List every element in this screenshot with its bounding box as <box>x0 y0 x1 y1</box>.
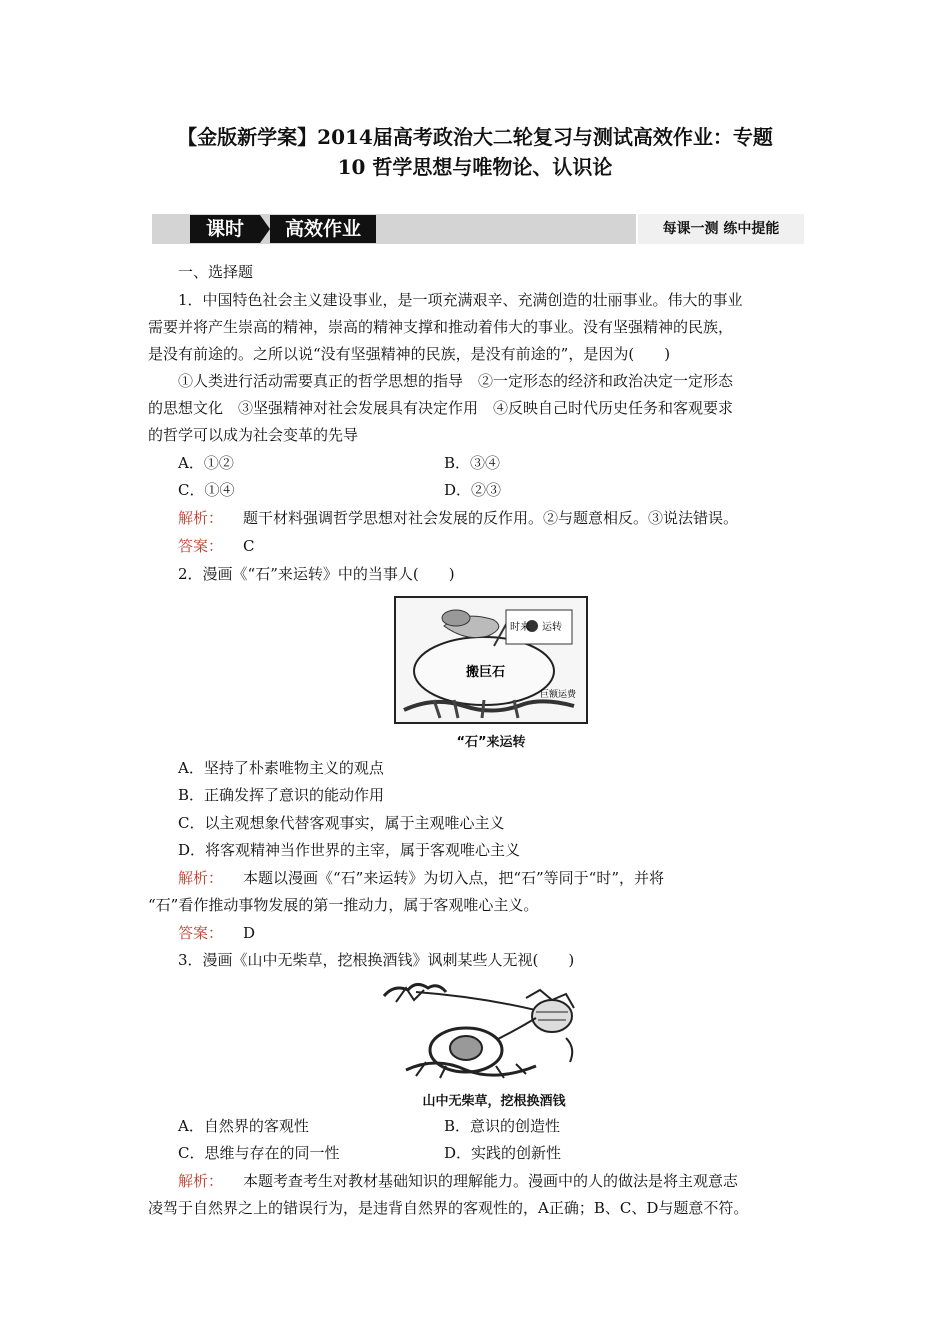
q1-analysis: 题干材料强调哲学思想对社会发展的反作用。②与题意相反。③说法错误。 <box>243 509 739 527</box>
q2-answer-label: 答案： <box>178 924 224 942</box>
q2-option-b: B．正确发挥了意识的能动作用 <box>178 786 385 804</box>
q3-option-a: A．自然界的客观性 <box>178 1117 309 1135</box>
q2-figure-caption: “石”来运转 <box>456 735 526 750</box>
q1-answer-label: 答案： <box>178 537 224 555</box>
q1-items-line-2: 的思想文化 ③坚强精神对社会发展具有决定作用 ④反映自己时代历史任务和客观要求 <box>148 399 734 417</box>
q2-analysis-label: 解析： <box>178 869 224 887</box>
q2-flag-label-2: 运转 <box>542 622 562 633</box>
q3-figure-caption: 山中无柴草，挖根换酒钱 <box>422 1094 566 1109</box>
title-line-2: 10 哲学思想与唯物论、认识论 <box>337 155 613 179</box>
q2-bottom-label: 巨额运费 <box>540 690 577 700</box>
q1-option-a: A．①② <box>178 454 234 472</box>
q3-option-d: D．实践的创新性 <box>444 1144 562 1162</box>
q3-stem: 3．漫画《山中无柴草，挖根换酒钱》讽刺某些人无视( ) <box>178 951 575 969</box>
q3-option-c: C．思维与存在的同一性 <box>178 1144 340 1162</box>
q1-items-line-1: ①人类进行活动需要真正的哲学思想的指导 ②一定形态的经济和政治决定一定形态 <box>178 372 734 390</box>
q2-stone-label: 搬巨石 <box>466 665 506 680</box>
q3-analysis-label: 解析： <box>178 1172 224 1190</box>
q1-stem-line-2: 需要并将产生崇高的精神，崇高的精神支撑和推动着伟大的事业。没有坚强精神的民族， <box>148 318 734 336</box>
q3-cartoon-figure <box>376 978 612 1084</box>
banner-arrow-icon <box>260 215 270 243</box>
banner-tag-homework: 高效作业 <box>270 215 376 243</box>
banner-motto: 每课一测 练中提能 <box>636 214 804 244</box>
title-line-1: 【金版新学案】2014届高考政治大二轮复习与测试高效作业：专题 <box>177 125 773 149</box>
q3-option-b: B．意识的创造性 <box>444 1117 561 1135</box>
q1-analysis-label: 解析： <box>178 509 224 527</box>
document-title <box>130 122 820 182</box>
q2-stem: 2．漫画《“石”来运转》中的当事人( ) <box>178 565 455 583</box>
section-heading: 一、选择题 <box>178 263 254 281</box>
q2-flag-label: 时来 <box>510 622 530 633</box>
q2-option-a: A．坚持了朴素唯物主义的观点 <box>178 759 384 777</box>
q1-stem-line-3: 是没有前途的。之所以说“没有坚强精神的民族，是没有前途的”，是因为( ) <box>148 345 671 363</box>
q2-analysis-line-1: 本题以漫画《“石”来运转》为切入点，把“石”等同于“时”，并将 <box>243 869 665 887</box>
q1-stem-line-1: 1．中国特色社会主义建设事业，是一项充满艰辛、充满创造的壮丽事业。伟大的事业 <box>178 291 743 309</box>
q1-option-c: C．①④ <box>178 481 235 499</box>
q2-cartoon-figure <box>394 596 588 724</box>
q1-items-line-3: 的哲学可以成为社会变革的先导 <box>148 426 359 444</box>
q3-analysis-line-2: 凌驾于自然界之上的错误行为，是违背自然界的客观性的，A正确；B、C、D与题意不符。 <box>148 1199 749 1217</box>
q2-answer: D <box>243 924 256 942</box>
q2-option-d: D．将客观精神当作世界的主宰，属于客观唯心主义 <box>178 841 521 859</box>
q2-analysis-line-2: “石”看作推动事物发展的第一推动力，属于客观唯心主义。 <box>148 896 539 914</box>
q2-option-c: C．以主观想象代替客观事实，属于主观唯心主义 <box>178 814 505 832</box>
q1-option-b: B．③④ <box>444 454 501 472</box>
q1-option-d: D．②③ <box>444 481 502 499</box>
banner-tag-lesson: 课时 <box>190 215 260 243</box>
q1-answer: C <box>243 537 255 555</box>
section-banner <box>152 214 804 244</box>
q3-analysis-line-1: 本题考查考生对教材基础知识的理解能力。漫画中的人的做法是将主观意志 <box>243 1172 739 1190</box>
